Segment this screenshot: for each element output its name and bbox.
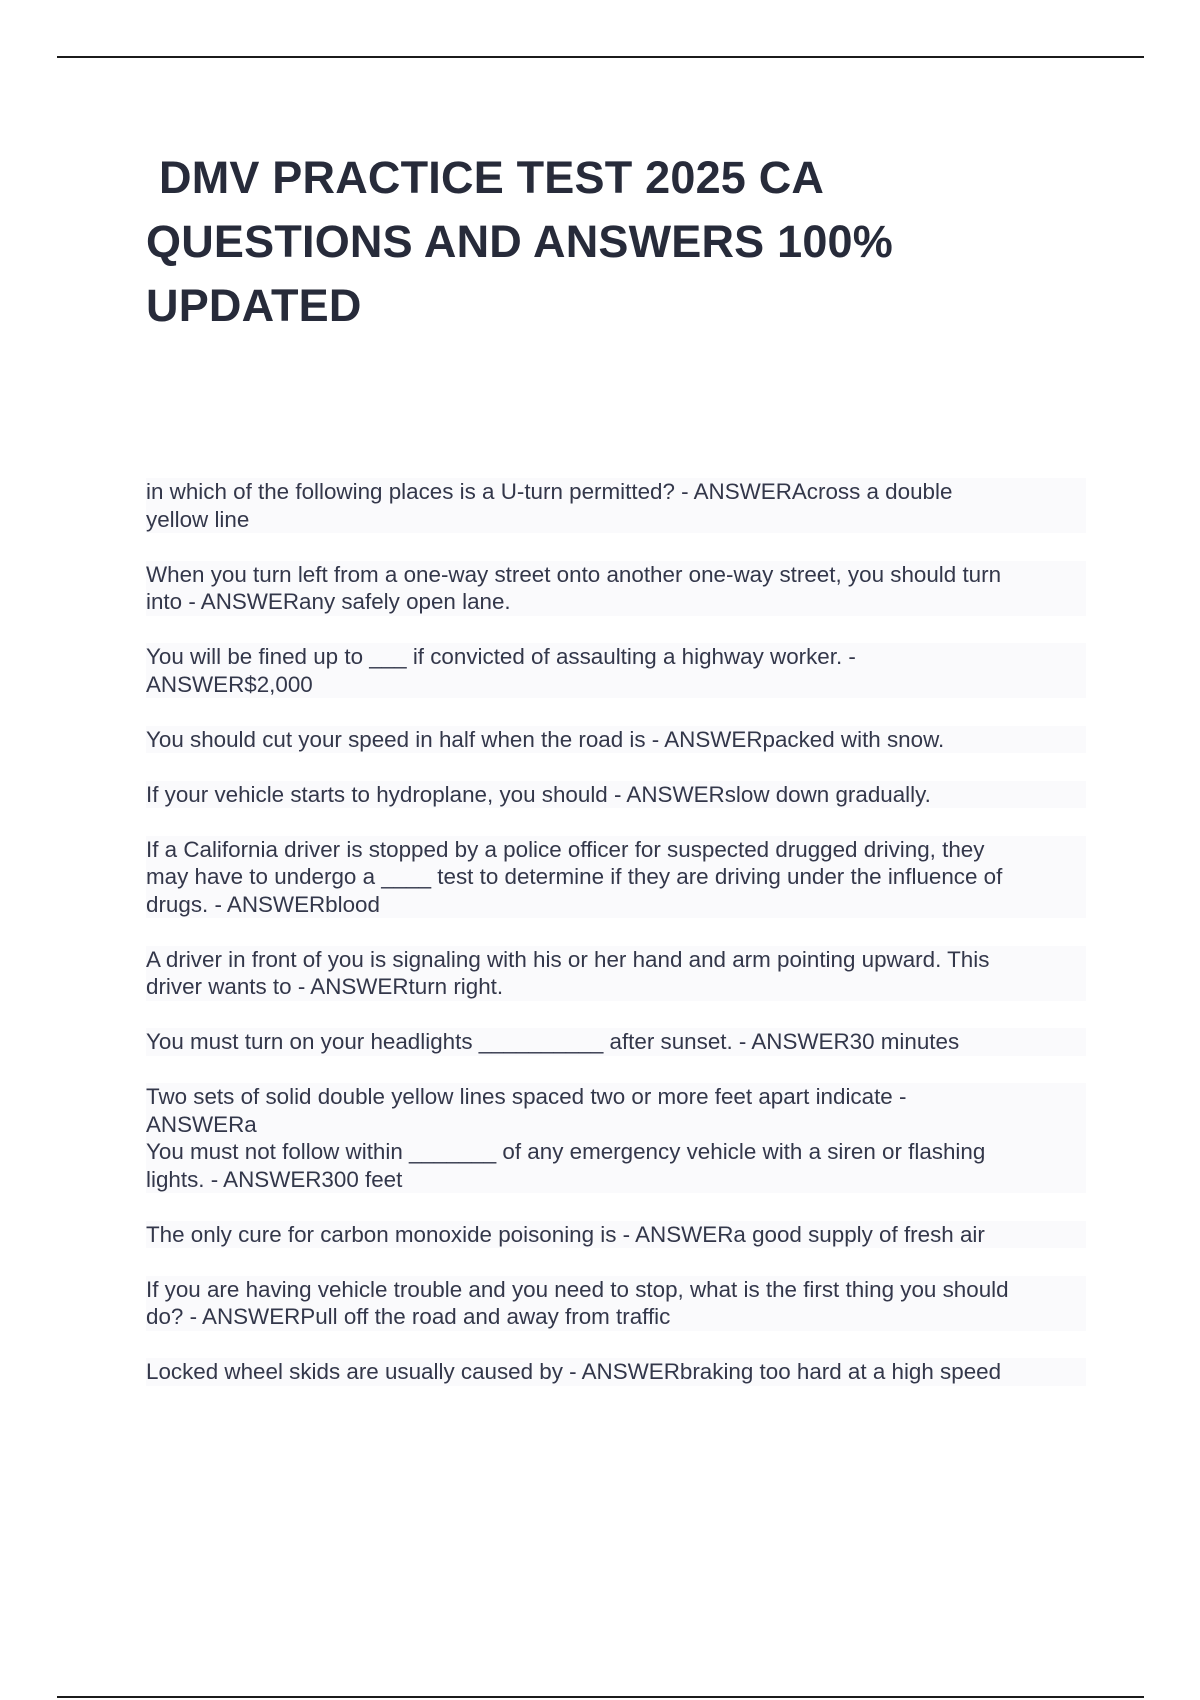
footer-rule: [57, 1696, 1144, 1698]
qa-item: If your vehicle starts to hydroplane, you should - ANSWERslow down gradually.: [146, 781, 1086, 809]
document-title: [146, 146, 1046, 338]
qa-item: A driver in front of you is signaling with his or her hand and arm pointing upward. This driver wants to - ANSWERturn right.: [146, 946, 1086, 1001]
title-line: UPDATED: [146, 280, 362, 331]
header-rule: [57, 56, 1144, 58]
qa-list: [146, 478, 1086, 1386]
qa-item: If a California driver is stopped by a police officer for suspected drugged driving, they may have to undergo a ____ test to determine if they are driving under the influence of drugs. - ANSWERblood: [146, 836, 1086, 919]
qa-item: The only cure for carbon monoxide poisoning is - ANSWERa good supply of fresh air: [146, 1221, 1086, 1249]
qa-item: You must turn on your headlights __________ after sunset. - ANSWER30 minutes: [146, 1028, 1086, 1056]
qa-item: You should cut your speed in half when the road is - ANSWERpacked with snow.: [146, 726, 1086, 754]
qa-item: in which of the following places is a U-turn permitted? - ANSWERAcross a double yellow line: [146, 478, 1086, 533]
qa-item: You will be fined up to ___ if convicted of assaulting a highway worker. - ANSWER$2,000: [146, 643, 1086, 698]
qa-item: If you are having vehicle trouble and you need to stop, what is the first thing you should do? - ANSWERPull off the road and away from traffic: [146, 1276, 1086, 1331]
title-line: QUESTIONS AND ANSWERS 100%: [146, 216, 893, 267]
qa-item: Locked wheel skids are usually caused by - ANSWERbraking too hard at a high speed: [146, 1358, 1086, 1386]
qa-item: Two sets of solid double yellow lines spaced two or more feet apart indicate - ANSWERa You must not follow within _______ of any emergency vehicle with a siren or flashing lights. - ANSWER300 feet: [146, 1083, 1086, 1193]
title-line: DMV PRACTICE TEST 2025 CA: [159, 152, 825, 203]
qa-item: When you turn left from a one-way street onto another one-way street, you should turn into - ANSWERany safely open lane.: [146, 561, 1086, 616]
